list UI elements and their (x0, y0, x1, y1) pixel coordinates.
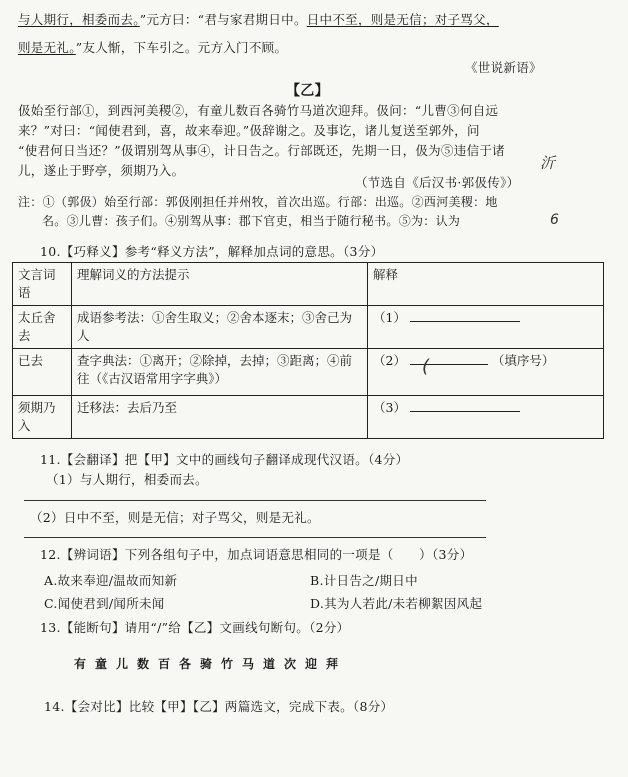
q12-stem: 12.【辨词语】下列各组句子中，加点词语意思相同的一项是（ ）（3分） (40, 547, 473, 562)
q13-stem: 13.【能断句】请用“/”给【乙】文画线句断句。（2分） (40, 620, 350, 635)
q11-sentence-1: （1）与人期行，相委而去。 (46, 472, 208, 487)
table-row (13, 396, 604, 439)
yi-note-1: 注：①（郭伋）始至行部：郭伋刚担任并州牧，首次出巡。行部：出巡。②西河美稷：地 (18, 195, 498, 209)
handwritten-mark: 6 (550, 212, 560, 228)
answer-blank[interactable] (410, 411, 520, 412)
q11-sentence-2: （2）日中不至，则是无信；对子骂父，则是无礼。 (30, 510, 320, 525)
q10-hint: 成语参考法：①舍生取义；②舍本逐末；③舍己为人 (72, 306, 368, 349)
q10-stem: 10.【巧释义】参考“释义方法”，解释加点词的意思。（3分） (40, 244, 384, 259)
q10-answer-cell (368, 396, 604, 439)
answer-blank[interactable] (410, 356, 488, 377)
q10-answer-extra: （填序号） (491, 353, 555, 368)
q12-option-c[interactable]: C.闻使君到/闻所未闻 (44, 596, 165, 611)
q12-option-a[interactable]: A.故来奉迎/温故而知新 (44, 573, 178, 588)
jia-text: ”友人惭，下车引之。元方入门不顾。 (75, 40, 288, 55)
q10-hint: 迁移法：去后乃至 (72, 396, 368, 439)
q12-option-b[interactable]: B.计日告之/期日中 (310, 573, 418, 588)
table-row (13, 306, 604, 349)
jia-source: 《世说新语》 (465, 60, 542, 75)
q10-answer-label: （1） (373, 310, 406, 325)
answer-line[interactable] (24, 500, 486, 501)
q10-answer-cell (368, 349, 604, 396)
yi-line-4: 儿，遂止于野亭，须期乃入。 (18, 163, 185, 178)
q10-answer-cell (368, 306, 604, 349)
yi-source: （节选自《后汉书·郭伋传》） (355, 175, 520, 190)
q10-hint: 查字典法：①离开；②除掉，去掉；③距离；④前往（《古汉语常用字字典》） (72, 349, 368, 396)
jia-line-1 (18, 10, 499, 28)
q10-answer-label: （3） (373, 400, 406, 415)
q13-sentence[interactable]: 有童儿数百各骑竹马道次迎拜 (74, 657, 348, 671)
jia-underlined-sentence-1: 与人期行，相委而去。 (18, 12, 140, 27)
handwritten-mark: 沂 (540, 154, 556, 172)
answer-blank[interactable] (410, 321, 520, 322)
yi-line-3: “使君何日当还？”伋谓别驾从事④，计日告之。行部既还，先期一日，伋为⑤违信于诸 (18, 143, 505, 158)
q10-word: 太丘舍去 (13, 306, 72, 349)
q10-col-answer: 解释 (368, 263, 604, 306)
yi-line-2: 来？”对曰：“闻使君到，喜，故来奉迎。”伋辞谢之。及事讫，诸儿复送至郭外，问 (18, 123, 480, 138)
q10-col-word: 文言词语 (13, 263, 72, 306)
handwritten-mark: ( (421, 356, 429, 377)
q11-stem: 11.【会翻译】把【甲】文中的画线句子翻译成现代汉语。（4分） (40, 452, 409, 467)
answer-line[interactable] (24, 537, 486, 538)
jia-underlined-sentence-2-cont: 则是无礼。 (18, 40, 76, 55)
jia-line-2 (18, 38, 287, 56)
q10-word: 须期乃入 (13, 396, 72, 439)
q10-answer-label: （2） (373, 353, 406, 368)
q10-table (12, 262, 604, 439)
q10-col-hint: 理解词义的方法提示 (72, 263, 368, 306)
table-row (13, 349, 604, 396)
yi-heading: 【乙】 (286, 83, 329, 99)
yi-note-2: 名。③儿曹：孩子们。④别驾从事：郡下官吏，相当于随行秘书。⑤为：认为 (42, 214, 461, 228)
q12-option-d[interactable]: D.其为人若此/未若柳絮因风起 (310, 596, 483, 611)
q10-word: 已去 (13, 349, 72, 396)
jia-underlined-sentence-2: 日中不至，则是无信；对子骂父， (306, 12, 499, 27)
yi-line-1: 伋始至行部①，到西河美稷②，有童儿数百各骑竹马道次迎拜。伋问：“儿曹③何自远 (18, 103, 499, 118)
q14-stem: 14.【会对比】比较【甲】【乙】两篇选文，完成下表。（8分） (44, 699, 394, 714)
q10-header-row (13, 263, 604, 306)
jia-text: ”元方曰：“君与家君期日中。 (139, 12, 307, 27)
